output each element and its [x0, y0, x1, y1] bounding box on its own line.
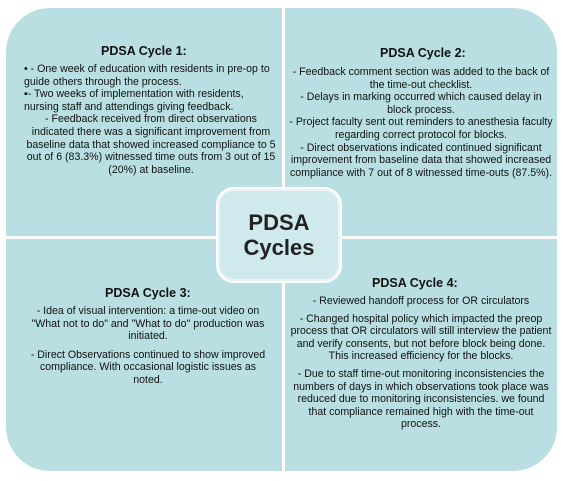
cycle-1-bullet: • - One week of education with residents in pre-op to guide others through the process.	[24, 63, 270, 88]
cycle-2-item: - Feedback comment section was added to the back of the time-out checklist.	[292, 66, 550, 91]
cycle-4-item: - Changed hospital policy which impacted the preop process that OR circulators will still interview the patient and verify consents, but not before block being done. This increased efficiency for the blocks.	[290, 312, 552, 363]
cycle-4-title: PDSA Cycle 4:	[372, 276, 458, 290]
cycle-4-item: - Due to staff time-out monitoring inconsistencies the numbers of days in which observations took place was reduced due to monitoring inconsistencies. we found that compliance remained high with the time-out process.	[293, 367, 549, 431]
cycle-3-item: - Idea of visual intervention: a time-out video on "What not to do" and "What to do" production was initiated.	[31, 305, 265, 343]
center-label	[244, 210, 315, 260]
cycle-1-bullet: ▪- Two weeks of implementation with residents, nursing staff and attendings giving feedback.	[24, 88, 244, 113]
cycle-1-title: PDSA Cycle 1:	[101, 44, 187, 58]
center-label-box	[218, 189, 340, 281]
cycle-3-item: - Direct Observations continued to show improved compliance. With occasional logistic issues as noted.	[30, 348, 266, 386]
cycle-3-body	[30, 305, 266, 387]
cycle-2-title: PDSA Cycle 2:	[380, 46, 466, 60]
cycle-1-body	[24, 63, 278, 176]
cycle-4-body	[290, 295, 552, 431]
center-label-line-2: Cycles	[243, 235, 315, 260]
cycle-4-item: - Reviewed handoff process for OR circulators	[312, 295, 530, 307]
center-label-line-1: PDSA	[248, 210, 310, 235]
cycle-3-title: PDSA Cycle 3:	[105, 286, 191, 300]
cycle-2-body	[289, 66, 553, 179]
cycle-2-item: - Project faculty sent out reminders to anesthesia faculty regarding correct protocol for blocks.	[289, 116, 553, 141]
cycle-1-bullet: - Feedback received from direct observations indicated there was a significant improvement from baseline data that showed increased compliance to 5 out of 6 (83.3%) witnessed time outs from 3 out of 15 (20%) at baseline.	[26, 113, 276, 176]
cycle-2-item: - Direct observations indicated continued significant improvement from baseline data that showed increased compliance with 7 out of 8 witnessed time-outs (87.5%).	[289, 141, 553, 179]
cycle-2-item: - Delays in marking occurred which caused delay in block process.	[300, 91, 542, 116]
